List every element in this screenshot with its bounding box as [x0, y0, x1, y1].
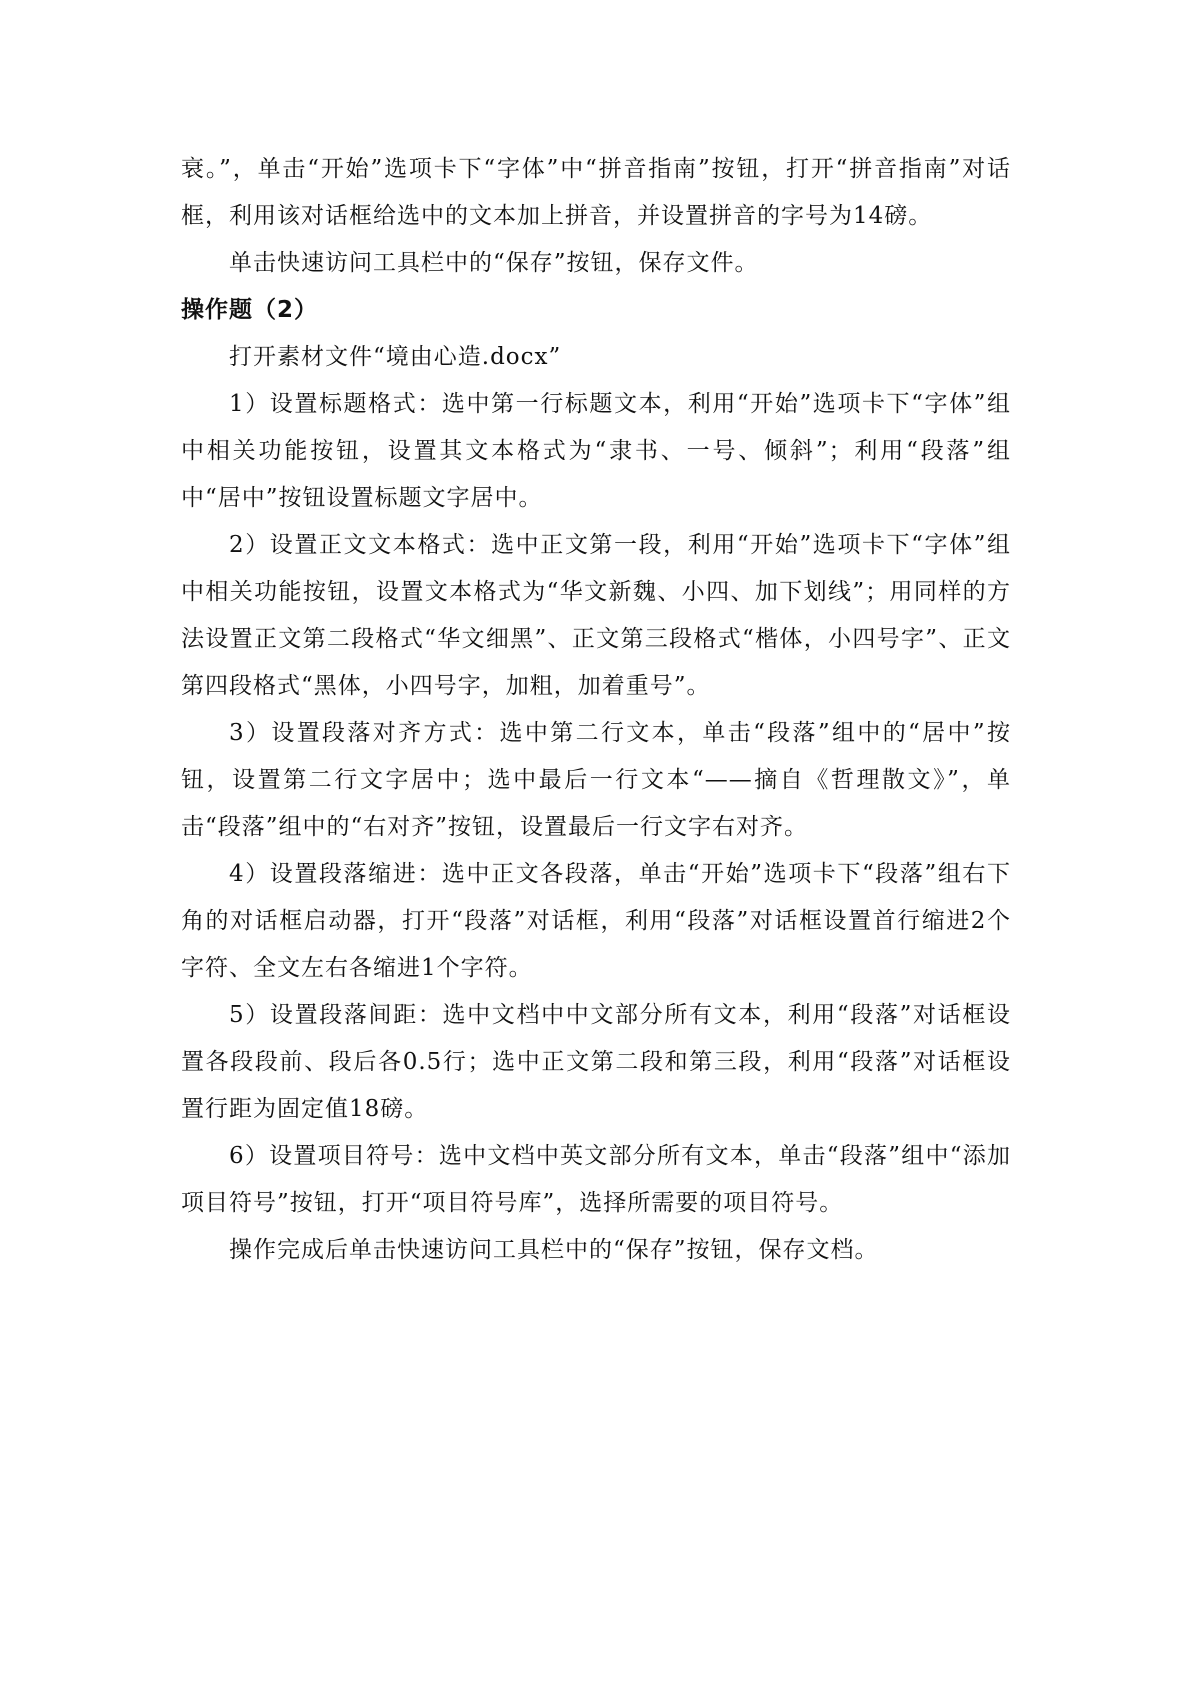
- step-paragraph-1: 1）设置标题格式：选中第一行标题文本，利用“开始”选项卡下“字体”组中相关功能按钮，设置其文本格式为“隶书、一号、倾斜”；利用“段落”组中“居中”按钮设置标题文字居中。: [181, 391, 1011, 511]
- document-body: [181, 146, 1011, 1274]
- step-paragraph-5: 5）设置段落间距：选中文档中中文部分所有文本，利用“段落”对话框设置各段段前、段后各0.5行；选中正文第二段和第三段，利用“段落”对话框设置行距为固定值18磅。: [181, 1002, 1011, 1122]
- step-paragraph-3: 3）设置段落对齐方式：选中第二行文本，单击“段落”组中的“居中”按钮，设置第二行文字居中；选中最后一行文本“——摘自《哲理散文》”，单击“段落”组中的“右对齐”按钮，设置最后一行文字右对齐。: [181, 720, 1011, 840]
- step-paragraph-2: 2）设置正文文本格式：选中正文第一段，利用“开始”选项卡下“字体”组中相关功能按钮，设置文本格式为“华文新魏、小四、加下划线”；用同样的方法设置正文第二段格式“华文细黑”、正文第三段格式“楷体，小四号字”、正文第四段格式“黑体，小四号字，加粗，加着重号”。: [181, 532, 1011, 699]
- intro-paragraph: 衰。”，单击“开始”选项卡下“字体”中“拼音指南”按钮，打开“拼音指南”对话框，利用该对话框给选中的文本加上拼音，并设置拼音的字号为14磅。: [181, 156, 1011, 229]
- save-instruction-paragraph: 单击快速访问工具栏中的“保存”按钮，保存文件。: [229, 250, 759, 276]
- step-paragraph-4: 4）设置段落缩进：选中正文各段落，单击“开始”选项卡下“段落”组右下角的对话框启动器，打开“段落”对话框，利用“段落”对话框设置首行缩进2个字符、全文左右各缩进1个字符。: [181, 861, 1011, 981]
- section-heading: 操作题（2）: [181, 297, 319, 323]
- open-file-paragraph: 打开素材文件“境由心造.docx”: [229, 344, 562, 370]
- step-paragraph-6: 6）设置项目符号：选中文档中英文部分所有文本，单击“段落”组中“添加项目符号”按钮，打开“项目符号库”，选择所需要的项目符号。: [181, 1143, 1011, 1216]
- final-save-paragraph: 操作完成后单击快速访问工具栏中的“保存”按钮，保存文档。: [229, 1237, 879, 1263]
